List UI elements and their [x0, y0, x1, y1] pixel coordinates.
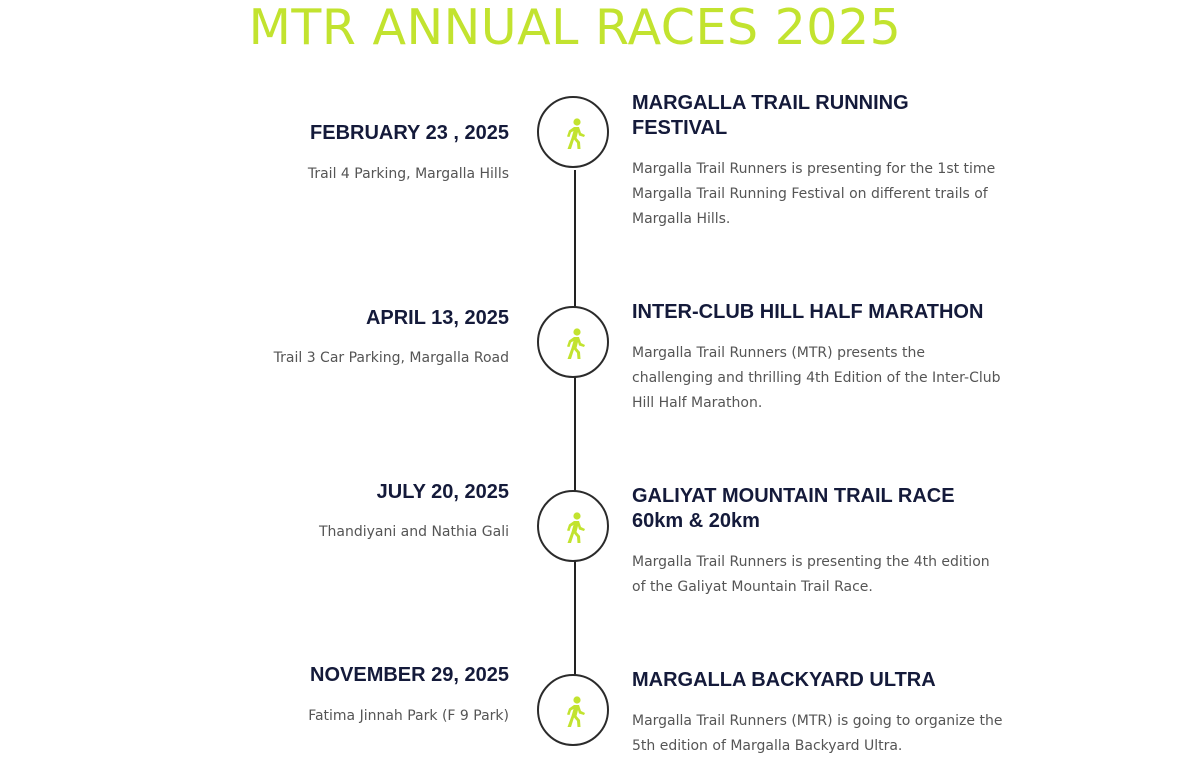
event-description: Margalla Trail Runners is presenting for the 1st time Margalla Trail Running Festival on different trails of Margalla Hills.	[632, 161, 996, 227]
timeline-node	[537, 96, 609, 168]
event-location: Thandiyani and Nathia Gali	[318, 524, 509, 540]
event-location: Trail 4 Parking, Margalla Hills	[307, 166, 509, 182]
event-location: Trail 3 Car Parking, Margalla Road	[273, 350, 509, 366]
page-title: MTR ANNUAL RACES 2025	[248, 0, 902, 56]
runner-icon	[562, 512, 588, 544]
event-date: APRIL 13, 2025	[365, 307, 509, 329]
event-date: FEBRUARY 23 , 2025	[310, 122, 509, 144]
event-date: JULY 20, 2025	[376, 481, 509, 503]
timeline-node	[537, 306, 609, 378]
event-date: NOVEMBER 29, 2025	[310, 664, 509, 686]
runner-icon	[562, 118, 588, 150]
event-title: GALIYAT MOUNTAIN TRAIL RACE 60km & 20km	[632, 485, 955, 532]
event-title: MARGALLA BACKYARD ULTRA	[632, 669, 936, 691]
runner-icon	[562, 328, 588, 360]
event-title: INTER-CLUB HILL HALF MARATHON	[632, 301, 984, 323]
event-location: Fatima Jinnah Park (F 9 Park)	[308, 708, 509, 724]
timeline-node	[537, 674, 609, 746]
event-description: Margalla Trail Runners is presenting the 4th edition of the Galiyat Mountain Trail Race.	[632, 554, 990, 595]
event-description: Margalla Trail Runners (MTR) is going to organize the 5th edition of Margalla Backyard Ultra.	[632, 713, 1003, 754]
timeline-line	[574, 170, 576, 675]
runner-icon	[562, 696, 588, 728]
event-description: Margalla Trail Runners (MTR) presents the challenging and thrilling 4th Edition of the Inter-Club Hill Half Marathon.	[632, 345, 1001, 411]
event-title: MARGALLA TRAIL RUNNING FESTIVAL	[632, 92, 909, 139]
timeline-node	[537, 490, 609, 562]
